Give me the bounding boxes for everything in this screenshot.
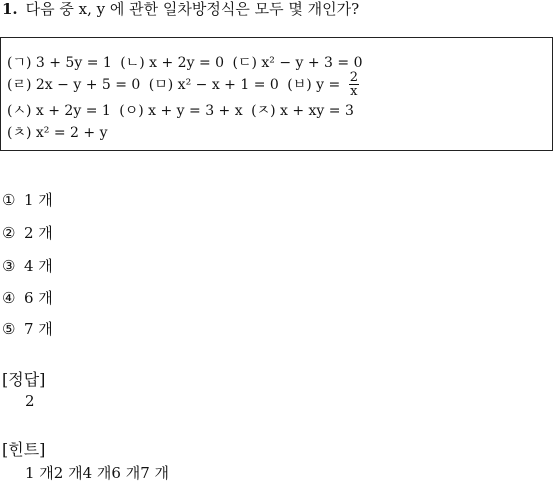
option-label: 4 개 xyxy=(24,257,53,275)
option-1[interactable] xyxy=(2,189,53,210)
option-label: 7 개 xyxy=(24,320,53,338)
option-3[interactable] xyxy=(2,255,53,276)
option-mark: ⑤ xyxy=(2,320,16,338)
option-label: 6 개 xyxy=(24,289,53,307)
answer-label: [정답] xyxy=(2,370,46,389)
equation-item: (ㅇ) x + y = 3 + x xyxy=(119,103,243,119)
equation-item: (ㅂ) y = xyxy=(287,76,341,93)
option-mark: ① xyxy=(2,191,16,209)
option-mark: ② xyxy=(2,224,16,242)
option-mark: ③ xyxy=(2,257,16,275)
equation-item: (ㅊ) x² = 2 + y xyxy=(7,125,108,141)
equation-box xyxy=(0,37,553,151)
hint-label: [힌트] xyxy=(2,440,46,459)
equation-row-1 xyxy=(7,52,367,72)
question-title xyxy=(2,0,359,18)
question-text: 다음 중 x, y 에 관한 일차방정식은 모두 몇 개인가? xyxy=(25,0,360,18)
option-2[interactable] xyxy=(2,222,53,243)
equation-item: (ㄴ) x + 2y = 0 xyxy=(120,55,225,71)
option-mark: ④ xyxy=(2,289,16,307)
fraction-denominator: x xyxy=(350,84,358,99)
option-4[interactable] xyxy=(2,287,53,308)
equation-row-4 xyxy=(7,122,111,142)
fraction xyxy=(349,71,359,98)
option-label: 2 개 xyxy=(24,224,53,242)
equation-item: (ㄷ) x² − y + 3 = 0 xyxy=(232,55,363,71)
equation-row-3 xyxy=(7,100,358,120)
equation-item: (ㄹ) 2x − y + 5 = 0 xyxy=(7,76,141,93)
option-label: 1 개 xyxy=(24,191,53,209)
fraction-numerator: 2 xyxy=(349,70,358,85)
equation-item: (ㅅ) x + 2y = 1 xyxy=(7,103,111,119)
equation-item: (ㄱ) 3 + 5y = 1 xyxy=(7,55,112,71)
option-5[interactable] xyxy=(2,318,53,339)
equation-item: (ㅁ) x² − x + 1 = 0 xyxy=(148,76,279,93)
equation-item: (ㅈ) x + xy = 3 xyxy=(251,103,354,119)
question-number: 1. xyxy=(2,0,18,18)
equation-row-2 xyxy=(7,71,359,98)
answer-value: 2 xyxy=(25,392,35,410)
hint-value: 1 개2 개4 개6 개7 개 xyxy=(25,464,170,482)
